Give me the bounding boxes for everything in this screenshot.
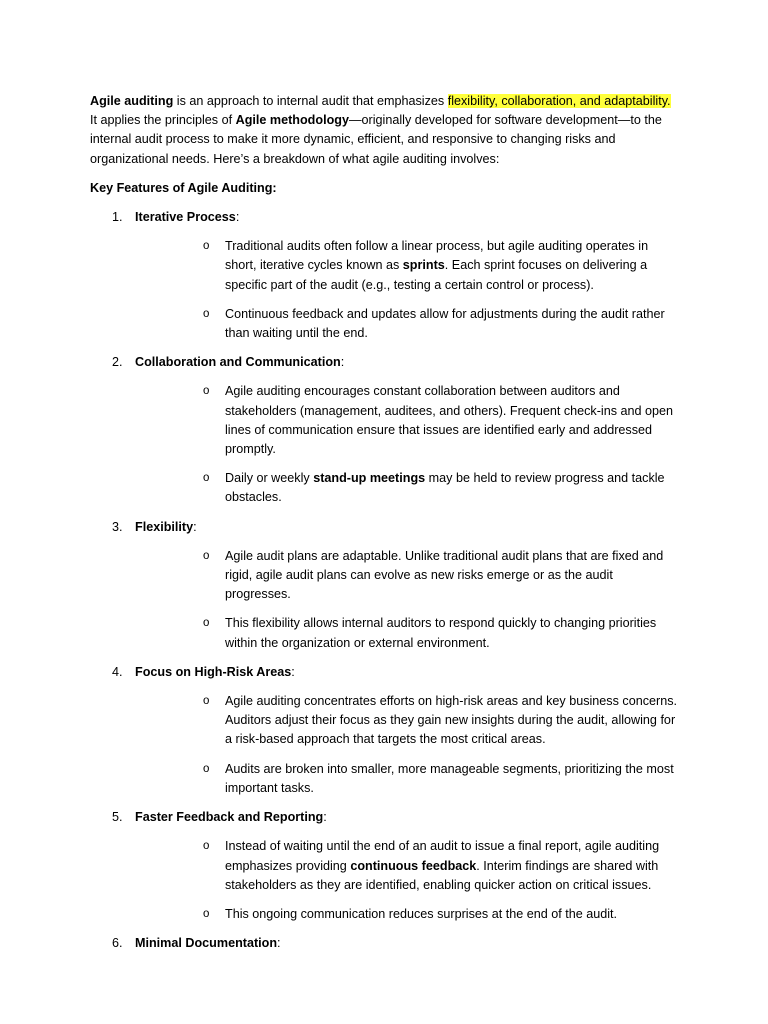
sub-bullet: o Agile audit plans are adaptable. Unlike traditional audit plans that are fixed and rigid, agile audit plans can evolve as new risks emerge or as the audit progresses. <box>203 548 664 602</box>
bullet-icon: o <box>203 307 210 320</box>
list-item <box>90 518 680 653</box>
numbered-list <box>90 208 680 953</box>
sub-bullet: o This flexibility allows internal auditors to respond quickly to changing priorities within the organization or external environment. <box>203 616 657 650</box>
bullet-icon: o <box>203 385 210 398</box>
list-item <box>90 934 680 953</box>
sub-bullet: o Continuous feedback and updates allow for adjustments during the audit rather than waiting until the end. <box>203 306 665 341</box>
bullet-icon: o <box>203 840 210 853</box>
intro-paragraph <box>90 92 680 169</box>
sub-bullet: o Audits are broken into smaller, more manageable segments, prioritizing the most important tasks. <box>203 761 674 795</box>
bullet-icon: o <box>203 617 210 630</box>
list-number: 5. <box>112 810 123 825</box>
bullet-icon: o <box>203 762 210 775</box>
bullet-icon: o <box>203 907 210 920</box>
intro-term: Agile auditing <box>90 94 174 108</box>
list-item <box>90 208 680 343</box>
sub-bullet: o Agile auditing concentrates efforts on high-risk areas and key business concerns. Auditors adjust their focus as they gain new insights during the audit, allowing for a risk-based approach that targets the most critical areas. <box>203 694 677 747</box>
list-item-title: 2. Collaboration and Communication: <box>135 353 680 372</box>
list-item-title: 3. Flexibility: <box>135 518 680 537</box>
list-item <box>90 353 680 507</box>
intro-text-3: —originally developed for software development—to the internal audit process to make it more dynamic, efficient, and responsive to changing risks and organizational needs. Here’s a breakdown of what agile auditing involves: <box>90 113 662 166</box>
sub-bullet: o Daily or weekly stand-up meetings may be held to review progress and tackle obstacles. <box>203 471 665 505</box>
bullet-icon: o <box>203 695 210 708</box>
sub-bullet: o This ongoing communication reduces surprises at the end of the audit. <box>135 905 680 924</box>
bullet-icon: o <box>203 549 210 562</box>
sub-bullet: o Agile auditing encourages constant collaboration between auditors and stakeholders (management, auditees, and others). Frequent check-ins and open lines of communication ensure that issues are identified early and addressed promptly. <box>203 384 674 457</box>
intro-term-2: Agile methodology <box>235 113 349 128</box>
sub-bullet: o Instead of waiting until the end of an audit to issue a final report, agile auditing emphasizes providing continuous feedback. Interim findings are shared with stakeholders as they are identified, enabling quicker action on critical issues. <box>203 839 660 892</box>
intro-text-2: It applies the principles of <box>90 113 236 128</box>
intro-text-1: is an approach to internal audit that emphasizes <box>173 94 448 108</box>
highlighted-text: flexibility, collaboration, and adaptability. <box>447 94 671 108</box>
list-item-title: 6. Minimal Documentation: <box>135 934 680 953</box>
bullet-icon: o <box>203 240 210 253</box>
list-number: 4. <box>112 664 123 679</box>
list-number: 2. <box>112 355 123 370</box>
list-item-title: 5. Faster Feedback and Reporting: <box>135 808 680 827</box>
section-heading: Key Features of Agile Auditing: <box>90 180 277 195</box>
document-body <box>90 92 680 963</box>
list-item-title: 1. Iterative Process: <box>135 208 680 227</box>
list-item <box>90 663 680 798</box>
list-number: 1. <box>112 210 123 225</box>
list-item <box>90 808 680 924</box>
list-number: 6. <box>112 936 123 951</box>
list-number: 3. <box>112 519 123 534</box>
bullet-icon: o <box>203 472 210 485</box>
sub-bullet: o Traditional audits often follow a linear process, but agile auditing operates in short, iterative cycles known as sprints. Each sprint focuses on delivering a specific part of the audit (e.g., testing a certain control or process). <box>203 239 649 292</box>
list-item-title: 4. Focus on High-Risk Areas: <box>135 663 680 682</box>
